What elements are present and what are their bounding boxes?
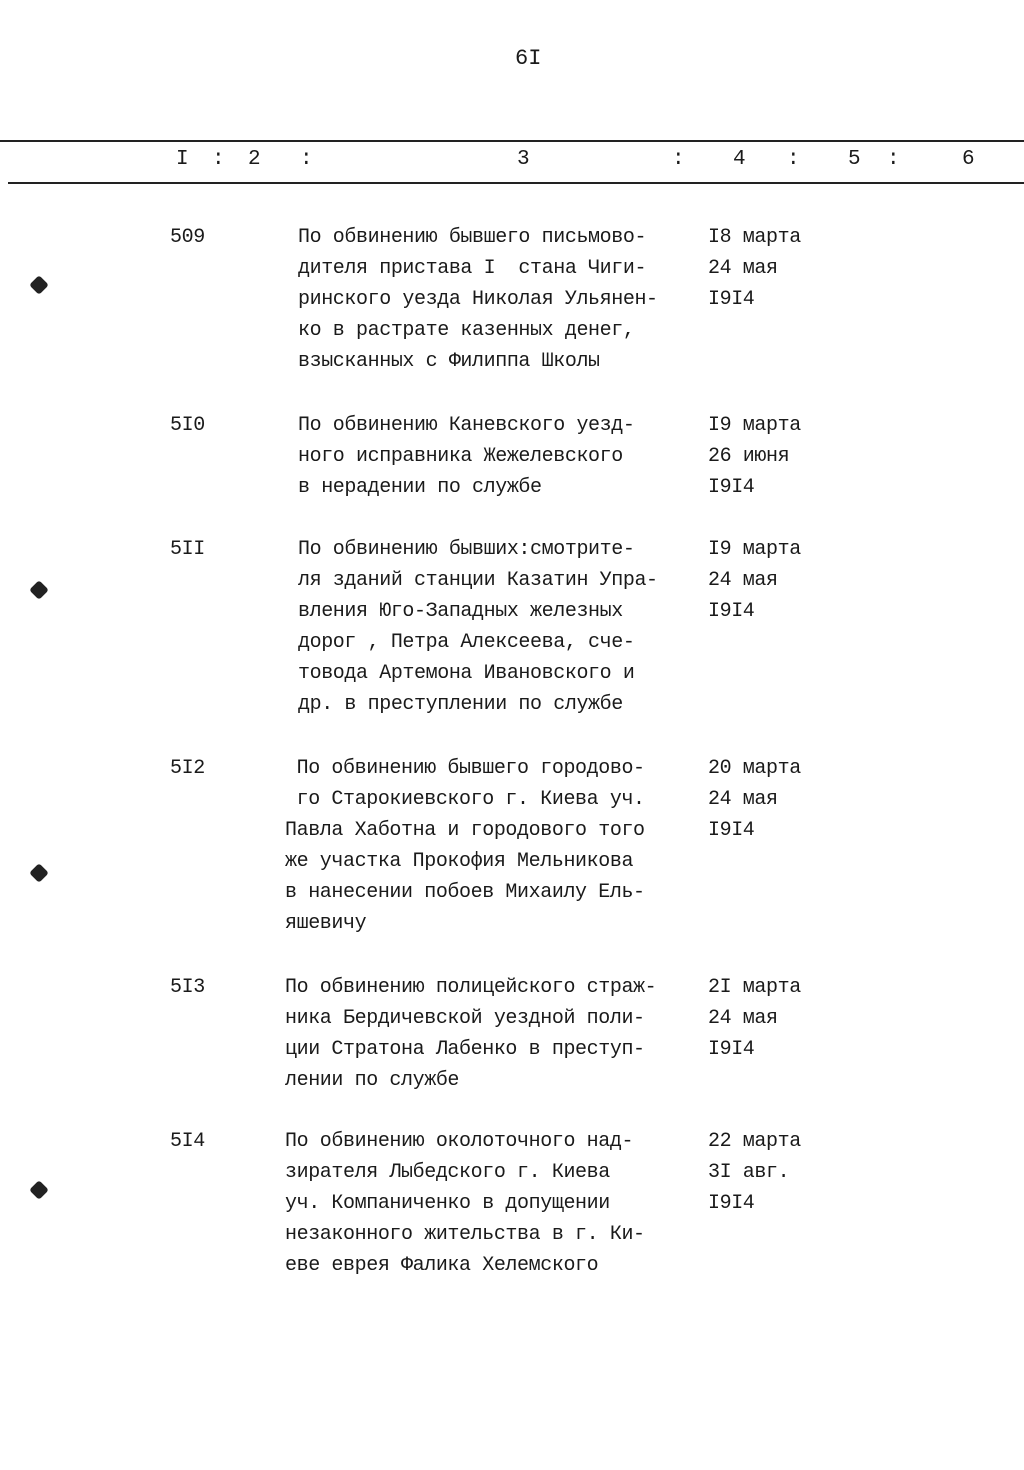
entry-description-line: По обвинению полицейского страж- <box>285 976 657 999</box>
entry-description-line: По обвинению бывшего городово- <box>285 757 645 780</box>
column-header-label: 5 <box>848 148 861 171</box>
entry-date: I9 марта <box>708 538 801 561</box>
entry-number: 509 <box>170 226 205 249</box>
entry-description-line: ко в растрате казенных денег, <box>298 319 635 342</box>
entry-date: 26 июня <box>708 445 790 468</box>
entry-date: I9 марта <box>708 414 801 437</box>
entry-description-line: в нанесении побоев Михаилу Ель- <box>285 881 645 904</box>
entry-number: 5I2 <box>170 757 205 780</box>
entry-number: 5II <box>170 538 205 561</box>
binder-hole-mark <box>29 275 49 295</box>
entry-description-line: дителя пристава I стана Чиги- <box>298 257 647 280</box>
binder-hole-mark <box>29 580 49 600</box>
binder-hole-mark <box>29 863 49 883</box>
entry-description-line: го Старокиевского г. Киева уч. <box>285 788 645 811</box>
entry-number: 5I4 <box>170 1130 205 1153</box>
entry-description-line: По обвинению бывшего письмово- <box>298 226 647 249</box>
entry-date: I9I4 <box>708 819 755 842</box>
entry-description-line: вления Юго-Западных железных <box>298 600 623 623</box>
entry-number: 5I3 <box>170 976 205 999</box>
entry-description-line: же участка Прокофия Мельникова <box>285 850 634 873</box>
entry-description-line: яшевичу <box>285 912 367 935</box>
column-separator: : <box>887 148 900 171</box>
entry-description-line: лении по службе <box>285 1069 460 1092</box>
entry-date: 24 мая <box>708 257 778 280</box>
binder-hole-mark <box>29 1180 49 1200</box>
entry-description-line: зирателя Лыбедского г. Киева <box>285 1161 610 1184</box>
header-top-rule <box>0 140 1024 142</box>
entry-description-line: уч. Компаниченко в допущении <box>285 1192 610 1215</box>
column-separator: : <box>672 148 685 171</box>
column-header-label: I <box>176 148 189 171</box>
entry-date: I9I4 <box>708 288 755 311</box>
entry-description-line: товода Артемона Ивановского и <box>298 662 635 685</box>
entry-description-line: в нерадении по службе <box>298 476 542 499</box>
entry-date: 22 марта <box>708 1130 801 1153</box>
entry-date: I9I4 <box>708 1192 755 1215</box>
entry-date: I8 марта <box>708 226 801 249</box>
entry-description-line: По обвинению бывших:смотрите- <box>298 538 635 561</box>
column-separator: : <box>212 148 225 171</box>
entry-date: 24 мая <box>708 1007 778 1030</box>
entry-description-line: По обвинению околоточного над- <box>285 1130 634 1153</box>
entry-date: I9I4 <box>708 476 755 499</box>
entry-description-line: др. в преступлении по службе <box>298 693 623 716</box>
entry-date: 3I авг. <box>708 1161 790 1184</box>
entry-number: 5I0 <box>170 414 205 437</box>
column-separator: : <box>787 148 800 171</box>
entry-description-line: ного исправника Жежелевского <box>298 445 623 468</box>
entry-description-line: ника Бердичевской уездной поли- <box>285 1007 645 1030</box>
header-bottom-rule <box>8 182 1024 184</box>
entry-date: 2I марта <box>708 976 801 999</box>
entry-description-line: незаконного жительства в г. Ки- <box>285 1223 645 1246</box>
entry-description-line: ля зданий станции Казатин Упра- <box>298 569 658 592</box>
entry-date: 24 мая <box>708 569 778 592</box>
entry-date: 20 марта <box>708 757 801 780</box>
column-header-label: 4 <box>733 148 746 171</box>
page-number: 6I <box>515 46 542 71</box>
column-header-label: 3 <box>517 148 530 171</box>
entry-description-line: ции Стратона Лабенко в преступ- <box>285 1038 645 1061</box>
entry-description-line: По обвинению Каневского уезд- <box>298 414 635 437</box>
entry-date: I9I4 <box>708 1038 755 1061</box>
entry-description-line: Павла Хаботна и городового того <box>285 819 645 842</box>
entry-description-line: еве еврея Фалика Хелемского <box>285 1254 599 1277</box>
column-separator: : <box>300 148 313 171</box>
entry-description-line: дорог , Петра Алексеева, сче- <box>298 631 635 654</box>
entry-date: 24 мая <box>708 788 778 811</box>
entry-description-line: взысканных с Филиппа Школы <box>298 350 600 373</box>
column-header-label: 6 <box>962 148 975 171</box>
entry-description-line: ринского уезда Николая Ульянен- <box>298 288 658 311</box>
column-header-label: 2 <box>248 148 261 171</box>
entry-date: I9I4 <box>708 600 755 623</box>
